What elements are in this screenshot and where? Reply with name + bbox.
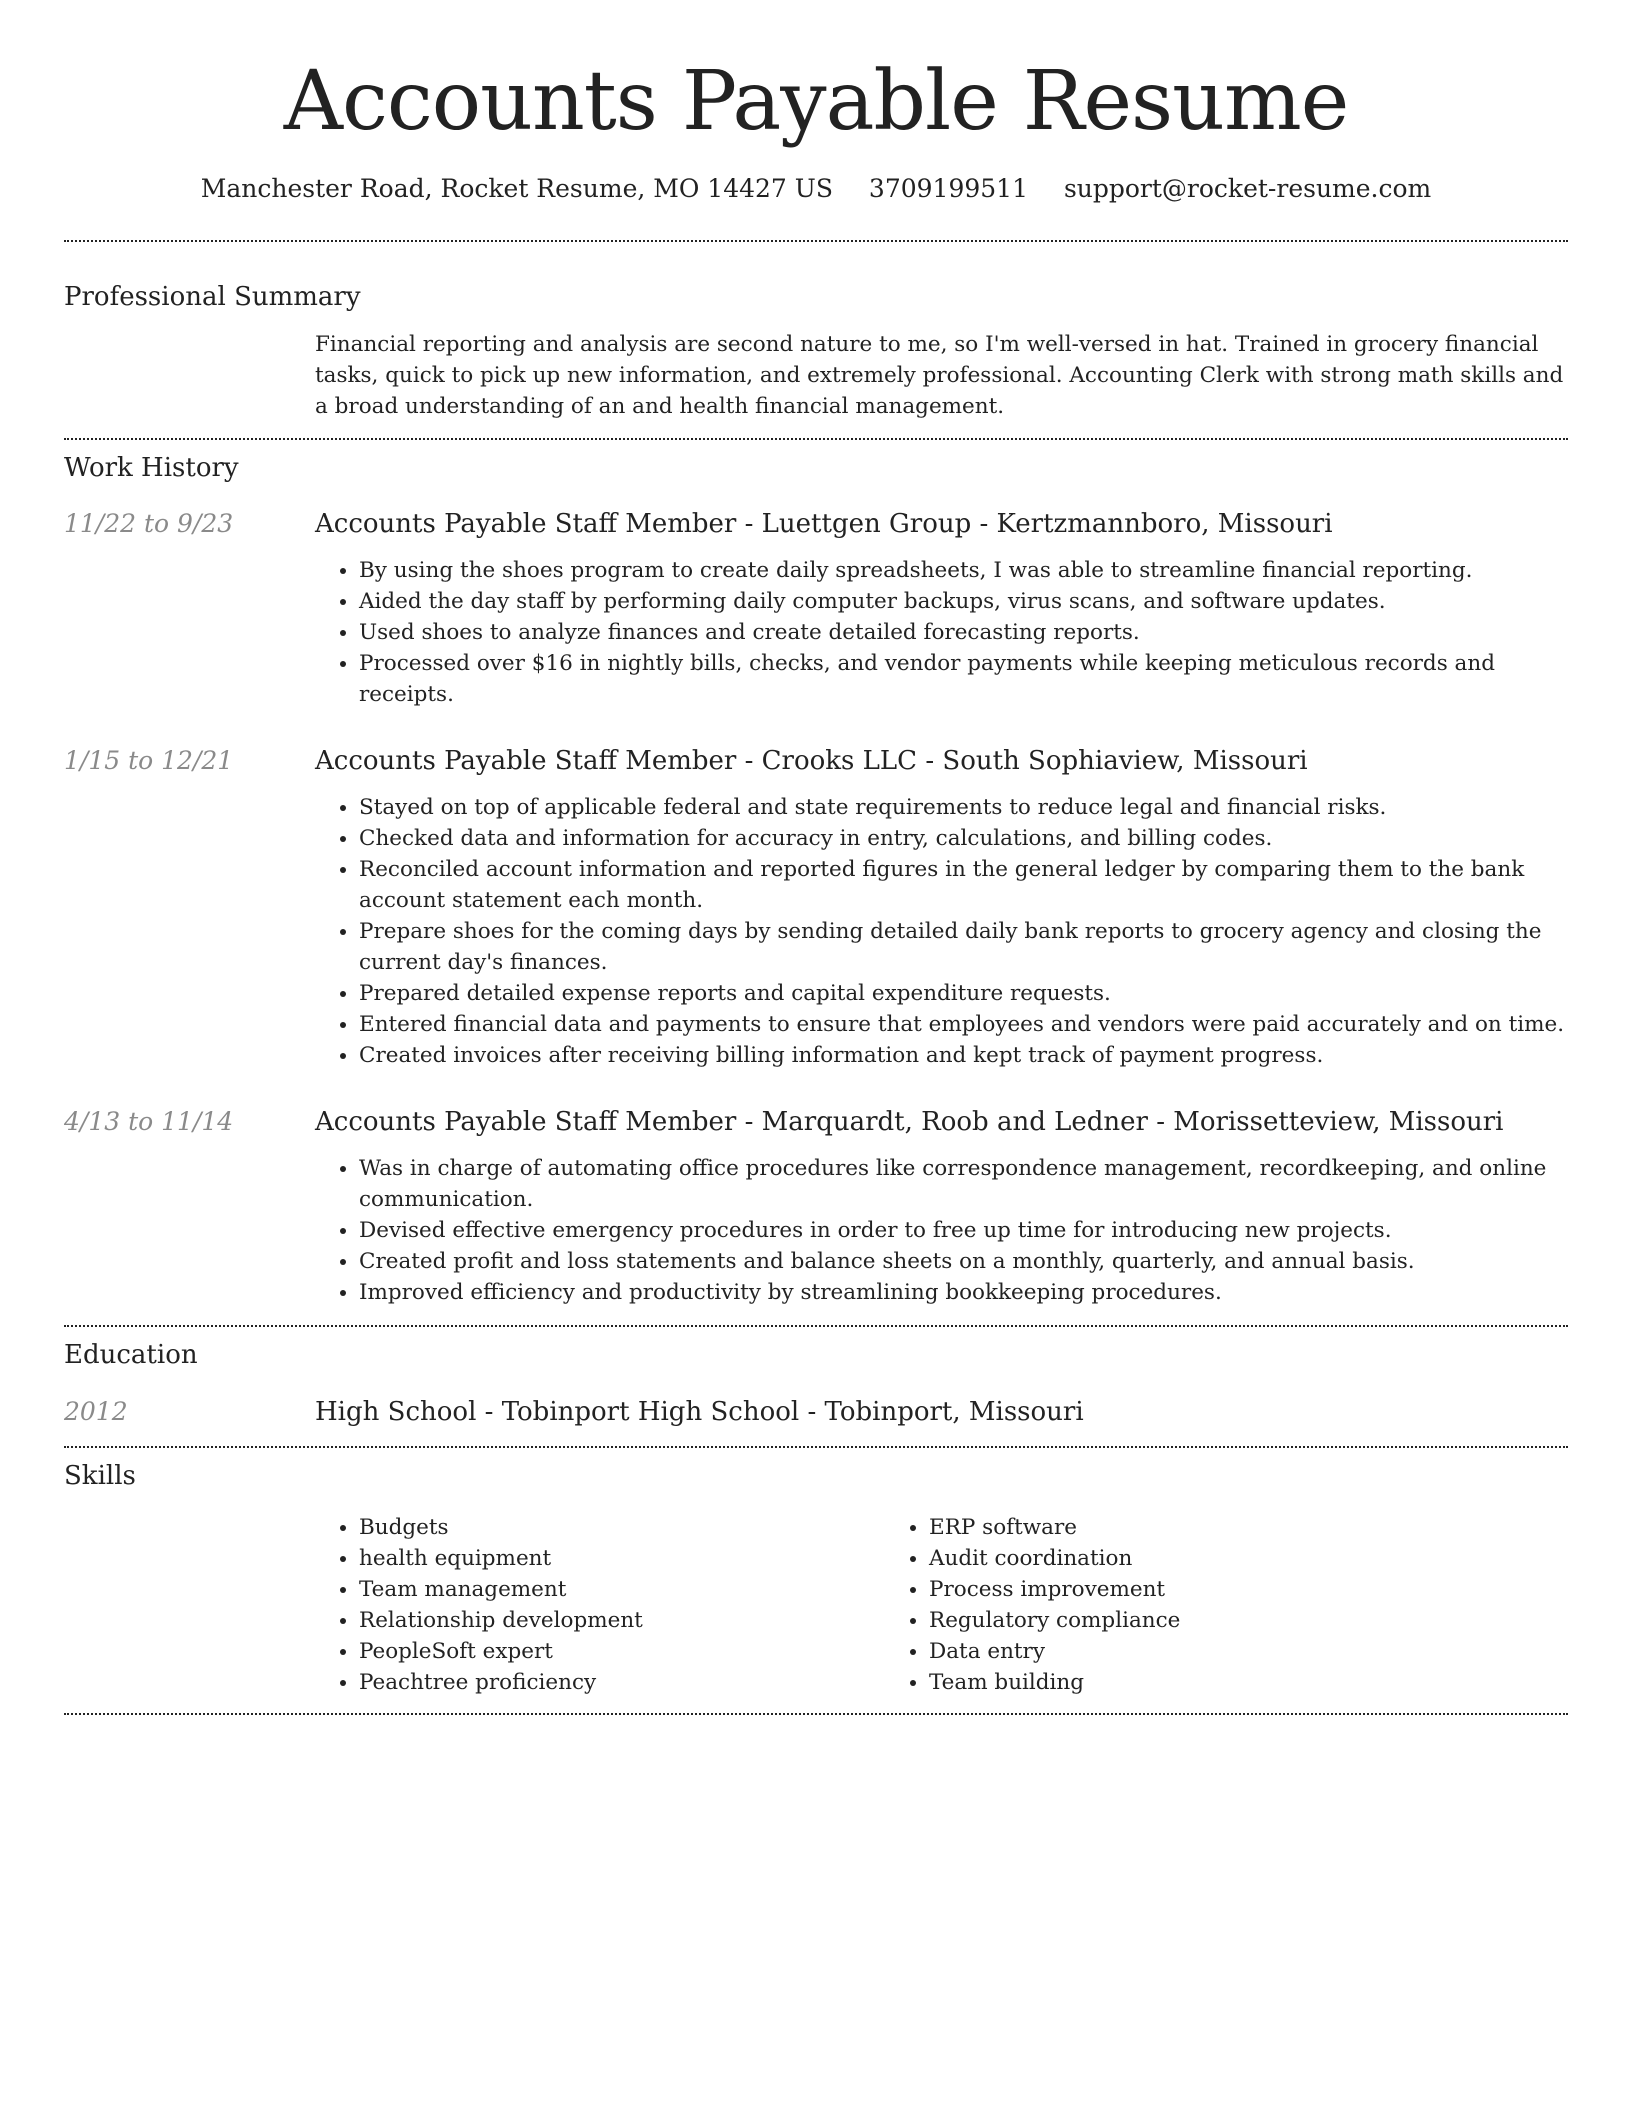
divider (64, 1713, 1568, 1715)
list-item: • Prepared detailed expense reports and capital expenditure requests. (359, 978, 1568, 1009)
list-item: • Created profit and loss statements and balance sheets on a monthly, quarterly, and annual basis. (359, 1246, 1568, 1277)
education-date: 2012 (64, 1397, 128, 1426)
education-section (64, 1338, 1568, 1429)
skill-item: • Peachtree proficiency (359, 1667, 885, 1698)
skill-item: • Process improvement (929, 1574, 1455, 1605)
contact-address: Manchester Road, Rocket Resume, MO 14427 US (200, 174, 833, 203)
summary-text: Financial reporting and analysis are second nature to me, so I'm well-versed in hat. Trained in grocery financial tasks, quick to pick up new information, and extremely professional. Accounting Clerk with strong math skills and a broad understanding of an and health financial management. (315, 332, 1564, 419)
education-entry (64, 1395, 1568, 1429)
skill-item: • Relationship development (359, 1605, 885, 1636)
contact-phone: 3709199511 (868, 174, 1028, 203)
list-item: • Entered financial data and payments to ensure that employees and vendors were paid accurately and on time. (359, 1009, 1568, 1040)
work-history-section (64, 451, 1568, 1308)
summary-section (64, 280, 1568, 422)
job-bullets (315, 555, 1568, 710)
skill-item: • Budgets (359, 1512, 885, 1543)
skill-item: • PeopleSoft expert (359, 1636, 885, 1667)
contact-line (64, 172, 1568, 206)
job-dates: 11/22 to 9/23 (64, 509, 234, 538)
job-entry (64, 507, 1568, 710)
section-heading-work: Work History (64, 453, 239, 483)
divider (64, 240, 1568, 242)
section-heading-skills: Skills (64, 1461, 136, 1491)
resume-title: Accounts Payable Resume (283, 54, 1349, 149)
list-item: • Processed over $16 in nightly bills, checks, and vendor payments while keeping meticulous records and receipts. (359, 648, 1568, 710)
list-item: • Created invoices after receiving billing information and kept track of payment progress. (359, 1040, 1568, 1071)
summary-spacer (64, 329, 315, 422)
list-item: • Aided the day staff by performing daily computer backups, virus scans, and software updates. (359, 586, 1568, 617)
job-bullets (315, 792, 1568, 1071)
job-bullets (315, 1153, 1568, 1308)
skill-item: • Team management (359, 1574, 885, 1605)
education-title: High School - Tobinport High School - Tobinport, Missouri (315, 1397, 1084, 1427)
job-title: Accounts Payable Staff Member - Marquardt, Roob and Ledner - Morissetteview, Missouri (315, 1107, 1504, 1137)
job-entry (64, 744, 1568, 1071)
job-title: Accounts Payable Staff Member - Crooks LLC - South Sophiaview, Missouri (315, 746, 1308, 776)
list-item: • Devised effective emergency procedures in order to free up time for introducing new projects. (359, 1215, 1568, 1246)
section-heading-education: Education (64, 1340, 198, 1370)
job-title: Accounts Payable Staff Member - Luettgen Group - Kertzmannboro, Missouri (315, 509, 1333, 539)
skills-list-left (315, 1512, 885, 1698)
list-item: • By using the shoes program to create daily spreadsheets, I was able to streamline financial reporting. (359, 555, 1568, 586)
skill-item: • Team building (929, 1667, 1455, 1698)
list-item: • Reconciled account information and reported figures in the general ledger by comparing them to the bank account statement each month. (359, 854, 1568, 916)
divider (64, 1325, 1568, 1327)
skills-columns (315, 1512, 1568, 1698)
list-item: • Stayed on top of applicable federal and state requirements to reduce legal and financial risks. (359, 792, 1568, 823)
job-dates: 4/13 to 11/14 (64, 1107, 234, 1136)
divider (64, 1446, 1568, 1448)
list-item: • Improved efficiency and productivity by streamlining bookkeeping procedures. (359, 1277, 1568, 1308)
resume-header (64, 0, 1568, 206)
list-item: • Prepare shoes for the coming days by sending detailed daily bank reports to grocery agency and closing the current day's finances. (359, 916, 1568, 978)
skills-list-right (885, 1512, 1455, 1698)
job-entry (64, 1105, 1568, 1308)
contact-email: support@rocket-resume.com (1063, 174, 1432, 203)
skill-item: • health equipment (359, 1543, 885, 1574)
divider (64, 438, 1568, 440)
skills-section (64, 1459, 1568, 1698)
job-dates: 1/15 to 12/21 (64, 746, 234, 775)
skill-item: • Data entry (929, 1636, 1455, 1667)
skill-item: • Audit coordination (929, 1543, 1455, 1574)
list-item: • Checked data and information for accuracy in entry, calculations, and billing codes. (359, 823, 1568, 854)
skill-item: • Regulatory compliance (929, 1605, 1455, 1636)
list-item: • Was in charge of automating office procedures like correspondence management, recordkeeping, and online communication. (359, 1153, 1568, 1215)
skills-spacer (64, 1512, 315, 1698)
list-item: • Used shoes to analyze finances and create detailed forecasting reports. (359, 617, 1568, 648)
section-heading-summary: Professional Summary (64, 282, 361, 312)
skill-item: • ERP software (929, 1512, 1455, 1543)
